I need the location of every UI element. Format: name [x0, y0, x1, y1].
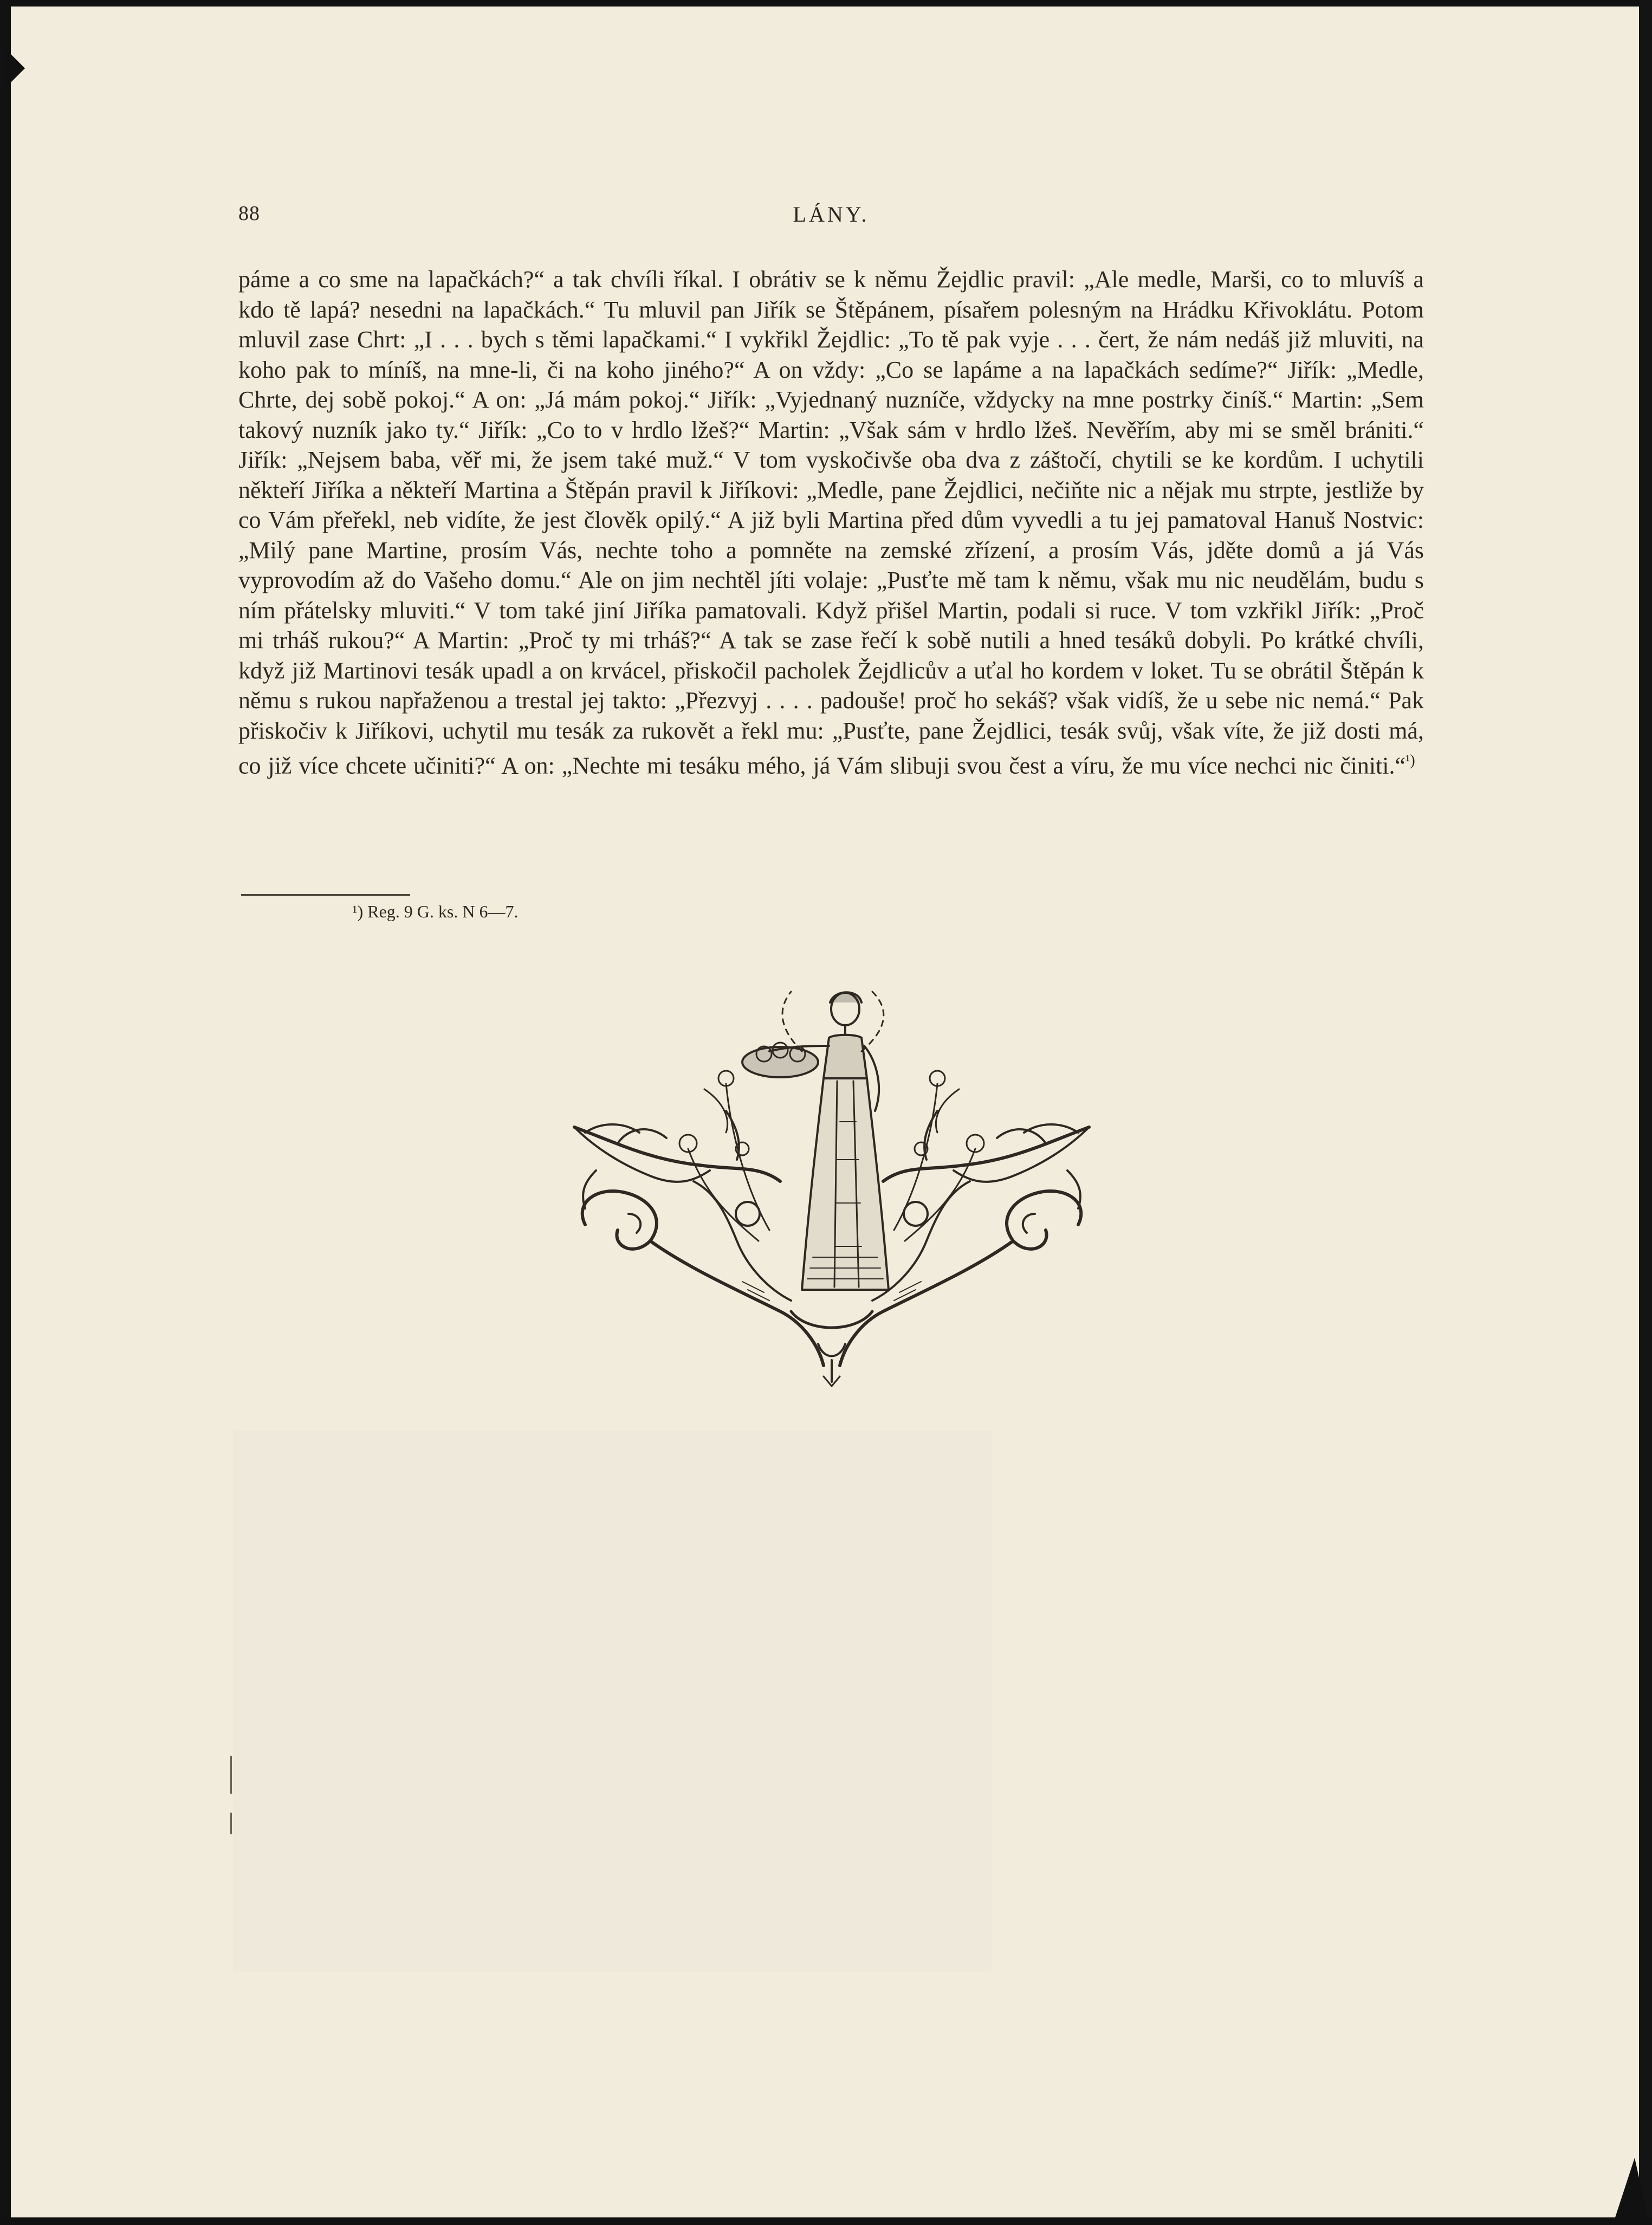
paper-discoloration: [233, 1431, 992, 1972]
running-title: LÁNY.: [793, 202, 870, 227]
binding-mark: [230, 1813, 232, 1834]
scan-border-right: [1639, 0, 1652, 2225]
footnote: ¹) Reg. 9 G. ks. N 6—7.: [352, 902, 519, 921]
running-head: [238, 202, 1424, 234]
scan-border-top: [0, 0, 1652, 7]
paragraph-text: páme a co sme na lapačkách?“ a tak chvíli říkal. I obrátiv se k němu Žejdlic pravil: „Ale medle, Marši, co to mluvíš a kdo tě lapá? nesedni na lapačkách.“ Tu mluvil pan Jiřík se Štěpánem, písařem polesným na Hrádku Křivoklátu. Potom mluvil zase Chrt: „I . . . bych s těmi lapačkami.“ I vykřikl Žejdlic: „To tě pak vyje . . . čert, že nám nedáš již mluviti, na koho pak to míníš, na mne-li, či na koho jiného?“ A on vždy: „Co se lapáme a na lapačkách sedíme?“ Jiřík: „Medle, Chrte, dej sobě pokoj.“ A on: „Já mám pokoj.“ Jiřík: „Vyjednaný nuzníče, vždycky na mne postrky činíš.“ Martin: „Sem takový nuzník jako ty.“ Jiřík: „Co to v hrdlo lžeš?“ Martin: „Však sám v hrdlo lžeš. Nevěřím, aby mi se směl brániti.“ Jiřík: „Nejsem baba, věř mi, že jsem také muž.“ V tom vyskočivše oba dva z záštočí, chytili se ke kordům. I uchytili někteří Jiříka a někteří Martina a Štěpán pravil k Jiříkovi: „Medle, pane Žejdlici, nečiňte nic a nějak mu strpte, jestliže by co Vám přeřekl, neb vidíte, že jest člověk opilý.“ A již byli Martina před dům vyvedli a tu jej pamatoval Hanuš Nostvic: „Milý pane Martine, prosím Vás, nechte toho a pomněte na zemské zřízení, a prosím Vás, jděte domů a já Vás vyprovodím až do Vašeho domu.“ Ale on jim nechtěl jíti volaje: „Pusťte mě tam k němu, však mu nic neudělám, budu s ním přátelsky mluviti.“ V tom také jiní Jiříka pamatovali. Když přišel Martin, podali si ruce. V tom vzkřikl Jiřík: „Proč mi trháš rukou?“ A Martin: „Proč ty mi trháš?“ A tak se zase řečí k sobě nutili a hned tesáků dobyli. Po krátké chvíli, když již Martinovi tesák upadl a on krvácel, přiskočil pacholek Žejdlicův a uťal ho kordem v loket. Tu se obrátil Štěpán k němu s rukou napřaženou a trestal jej takto: „Přezvyj . . . . padouše! proč ho sekáš? však vidíš, že u sebe nic nemá.“ Pak přiskočiv k Jiříkovi, uchytil mu tesák za rukovět a řekl mu: „Pusťte, pane Žejdlici, tesák svůj, však víte, že již dosti má, co již více chcete učiniti?“ A on: „Nechte mi tesáku mého, já Vám slibuji svou čest a víru, že mu více nechci nic činiti.“: [238, 266, 1424, 779]
scan-notch-left: [5, 49, 25, 88]
footnote-rule: [241, 894, 410, 896]
scan-border-bottom: [0, 2217, 1652, 2225]
body-text: [238, 264, 1424, 781]
body-paragraph: [238, 264, 1424, 781]
scan-border-left: [0, 0, 11, 2225]
binding-mark: [230, 1756, 232, 1794]
footnote-marker: ¹): [1405, 752, 1415, 769]
page-number: 88: [238, 202, 260, 225]
ornamental-vignette-icon: [563, 986, 1100, 1387]
